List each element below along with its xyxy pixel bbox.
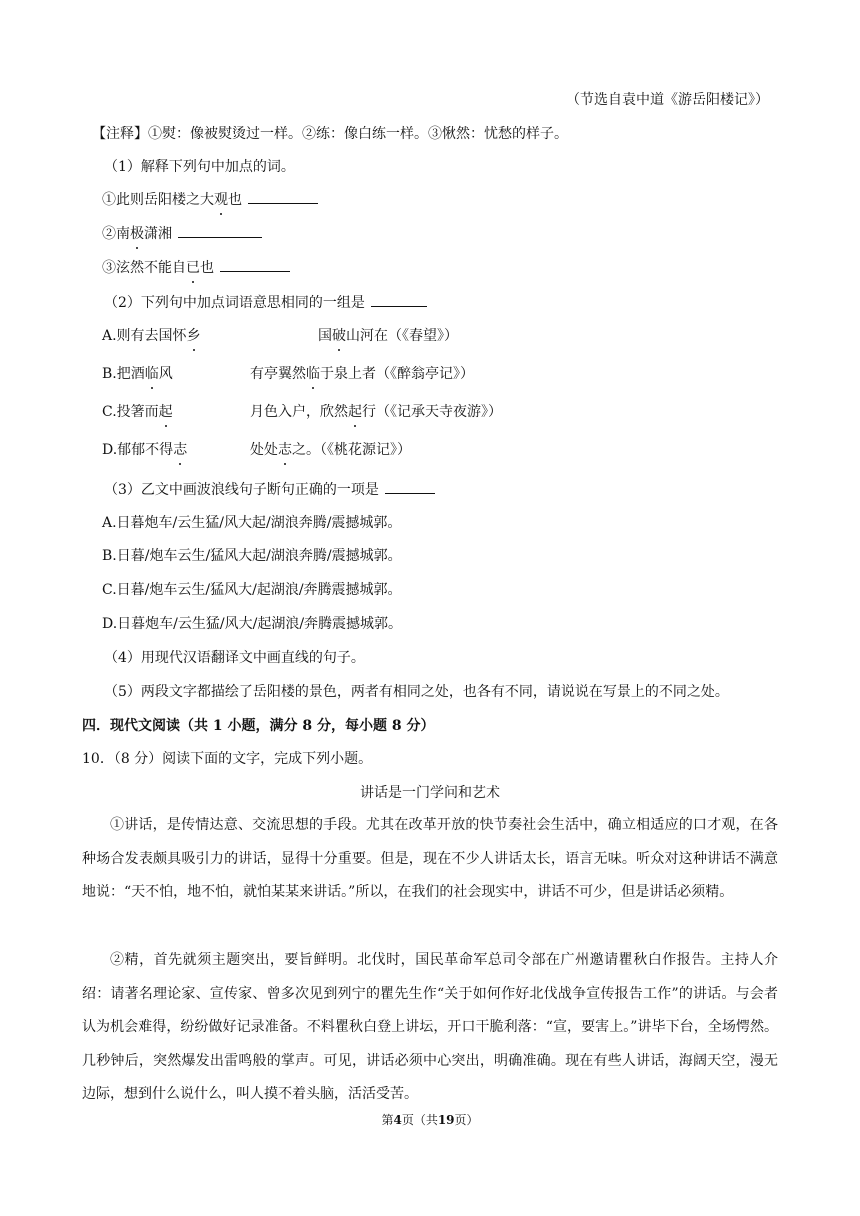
source-citation: （节选自袁中道《游岳阳楼记》） [566, 92, 769, 108]
question-2-option-b-right: 有亭翼然临于泉上者（《醉翁亭记》） [250, 366, 474, 382]
question-2-stem: （2）下列句中加点词语意思相同的一组是 [104, 292, 427, 313]
dotted-char: 极 [130, 226, 144, 242]
article-title: 讲话是一门学问和艺术 [360, 785, 500, 801]
question-2-option-a-left: A.则有去国怀乡 [102, 328, 201, 344]
answer-blank[interactable] [371, 292, 427, 307]
page-footer: 第4页（共19页） [381, 1113, 479, 1127]
question-2-option-c-right: 月色入户，欣然起行（《记承天寺夜游》） [250, 404, 502, 420]
question-3-option-a: A.日暮炮车/云生猛/风大起/湖浪奔腾/震撼城郭。 [102, 515, 402, 531]
question-10-stem: 10．（8 分）阅读下面的文字，完成下列小题。 [82, 751, 373, 767]
section-heading: 四．现代文阅读（共 1 小题，满分 8 分，每小题 8 分） [82, 718, 435, 734]
answer-blank[interactable] [220, 257, 290, 272]
paragraph-1: ①讲话，是传情达意、交流思想的手段。尤其在改革开放的快节奏社会生活中，确立相适应的口才观，在各种场合发表颇具吸引力的讲话，显得十分重要。但是，现在不少人讲话太长，语言无味。听众对这种讲话不满意地说：“天不怕，地不怕，就怕某某来讲话。”所以，在我们的社会现实中，讲话不可少，但是讲话必须精。 [82, 817, 778, 901]
dotted-char: 观 [214, 192, 228, 208]
question-1-item-2: ②南极潇湘 [102, 223, 262, 244]
page-total: 19 [437, 1113, 455, 1127]
paragraph-2: ②精，首先就须主题突出，要旨鲜明。北伐时，国民革命军总司令部在广州邀请瞿秋白作报告。主持人介绍：请著名理论家、宣传家、曾多次见到列宁的瞿先生作“关于如何作好北伐战争宣传报告工作”的讲话。与会者认为机会难得，纷纷做好记录准备。不料瞿秋白登上讲坛，开口干脆利落：“宣，要害上。”讲毕下台，全场愕然。几秒钟后，突然爆发出雷鸣般的掌声。可见，讲话必须中心突出，明确准确。现在有些人讲话，海阔天空，漫无边际，想到什么说什么，叫人摸不着头脑，活活受苦。 [82, 952, 778, 1103]
question-3-stem: （3）乙文中画波浪线句子断句正确的一项是 [104, 479, 435, 500]
question-4: （4）用现代汉语翻译文中画直线的句子。 [104, 650, 365, 666]
question-2-option-c-left: C.投箸而起 [102, 404, 173, 420]
annotation-note: 【注释】①熨：像被熨烫过一样。②练：像白练一样。③愀然：忧愁的样子。 [92, 126, 568, 142]
question-3-option-c: C.日暮/炮车云生/猛风大/起湖浪/奔腾震撼城郭。 [102, 582, 402, 598]
question-3-option-b: B.日暮/炮车云生/猛风大起/湖浪奔腾/震撼城郭。 [102, 548, 402, 564]
question-1-stem: （1）解释下列句中加点的词。 [104, 159, 295, 175]
answer-blank[interactable] [248, 189, 318, 204]
question-1-item-3: ③泫然不能自已也 [102, 257, 290, 278]
question-2-option-a-right: 国破山河在（《春望》） [318, 328, 458, 344]
question-3-option-d: D.日暮炮车/云生猛/风大/起湖浪/奔腾震撼城郭。 [102, 616, 403, 632]
answer-blank[interactable] [385, 479, 435, 494]
question-2-option-d-left: D.郁郁不得志 [102, 442, 188, 458]
question-2-option-d-right: 处处志之。（《桃花源记》） [250, 442, 411, 458]
answer-blank[interactable] [178, 223, 262, 238]
question-1-item-1: ①此则岳阳楼之大观也 [102, 189, 318, 210]
page-number: 4 [393, 1113, 402, 1127]
dotted-char: 已 [186, 260, 200, 276]
question-5: （5）两段文字都描绘了岳阳楼的景色，两者有相同之处，也各有不同，请说说在写景上的不同之处。 [104, 684, 729, 700]
question-2-option-b-left: B.把酒临风 [102, 366, 173, 382]
